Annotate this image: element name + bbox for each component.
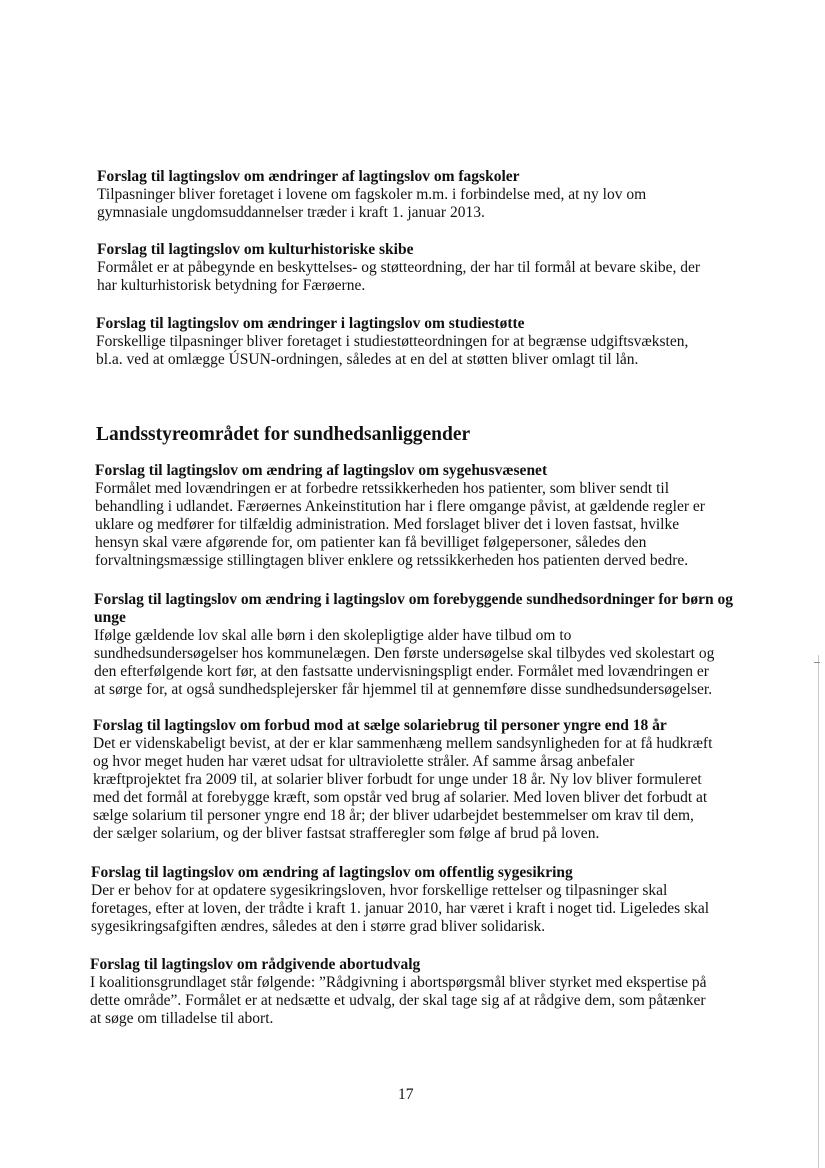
section-title: Forslag til lagtingslov om ændringer af lagtingslov om fagskoler (97, 168, 520, 185)
section-solarie-forbud (93, 717, 733, 843)
body-line: foretages, efter at loven, der trådte i kraft 1. januar 2010, har været i kraft i noget tid. Ligeledes skal (91, 900, 710, 917)
section-body (95, 480, 735, 570)
main-heading: Landsstyreområdet for sundhedsanliggender (96, 424, 471, 445)
body-line: Det er videnskabeligt bevist, at der er klar sammenhæng mellem sandsynligheden for at få hudkræft (93, 735, 713, 752)
body-line: Tilpasninger bliver foretaget i lovene om fagskoler m.m. i forbindelse med, at ny lov om (97, 186, 647, 203)
section-offentlig-sygesikring (91, 864, 731, 936)
body-line: dette område”. Formålet er at nedsætte et udvalg, der skal tage sig af at rådgive dem, som påtænker (90, 992, 706, 1009)
section-abortudvalg (90, 956, 730, 1028)
body-line: med det formål at forebygge kræft, som opstår ved brug af solarier. Med loven bliver det forbudt at (93, 789, 708, 806)
scan-edge-line (818, 655, 819, 1168)
section-title: Forslag til lagtingslov om ændringer i lagtingslov om studiestøtte (96, 315, 525, 332)
body-line: Forskellige tilpasninger bliver foretaget i studiestøtteordningen for at begrænse udgiftsvæksten, (96, 333, 689, 350)
section-title: Forslag til lagtingslov om ændring i lagtingslov om forebyggende sundhedsordninger for børn og unge (94, 591, 734, 626)
body-line: sygesikringsafgiften ændres, således at den i større grad bliver solidarisk. (91, 918, 546, 935)
page-number: 17 (398, 1086, 414, 1103)
section-body (97, 186, 737, 222)
body-line: Ifølge gældende lov skal alle børn i den skolepligtige alder have tilbud om to (94, 627, 572, 644)
body-line: at sørge for, at også sundhedsplejersker får hjemmel til at gennemføre disse sundhedsundersøgelser. (94, 681, 713, 698)
body-line: kræftprojektet fra 2009 til, at solarier bliver forbudt for unge under 18 år. Ny lov bliver formuleret (93, 771, 702, 788)
scan-edge-mark (814, 662, 820, 663)
section-title: Forslag til lagtingslov om rådgivende abortudvalg (90, 956, 421, 973)
section-title: Forslag til lagtingslov om kulturhistoriske skibe (97, 241, 414, 258)
body-line: sundhedsundersøgelser hos kommunelægen. Den første undersøgelse skal tilbydes ved skolestart og (94, 645, 715, 662)
body-line: sælge solarium til personer yngre end 18 år; der bliver udarbejdet bestemmelser om krav til dem, (93, 807, 694, 824)
section-sygehusvaesenet (95, 462, 735, 570)
section-body (93, 735, 733, 843)
body-line: I koalitionsgrundlaget står følgende: ”Rådgivning i abortspørgsmål bliver styrket med ekspertise på (90, 974, 707, 991)
body-line: uklare og medfører for tilfældig administration. Med forslaget bliver det i loven fastsat, hvilke (95, 516, 680, 533)
body-line: at søge om tilladelse til abort. (90, 1010, 274, 1027)
body-line: der sælger solarium, og der bliver fastsat strafferegler som følge af brud på loven. (93, 825, 600, 842)
section-kulturhistoriske-skibe (97, 241, 737, 295)
section-fagskoler (97, 168, 737, 222)
section-body (90, 974, 730, 1028)
body-line: har kulturhistorisk betydning for Færøerne. (97, 277, 366, 294)
body-line: den efterfølgende kort før, at den fastsatte undervisningspligt ender. Formålet med lovændringen er (94, 663, 709, 680)
body-line: hensyn skal være afgørende for, om patienter kan få bevilliget følgepersoner, således den (95, 534, 647, 551)
section-body (94, 627, 734, 699)
section-studiestotte (96, 315, 736, 369)
section-body (97, 259, 737, 295)
section-forebyggende-sundhed (94, 591, 734, 699)
body-line: Formålet er at påbegynde en beskyttelses- og støtteordning, der har til formål at bevare skibe, der (97, 259, 701, 276)
section-body (96, 333, 736, 369)
body-line: forvaltningsmæssige stillingtagen bliver enklere og retssikkerheden hos patienten derved bedre. (95, 552, 689, 569)
body-line: bl.a. ved at omlægge ÚSUN-ordningen, således at en del at støtten bliver omlagt til lån. (96, 351, 639, 368)
body-line: og hvor meget huden har været udsat for ultraviolette stråler. Af samme årsag anbefaler (93, 753, 635, 770)
section-body (91, 882, 731, 936)
body-line: gymnasiale ungdomsuddannelser træder i kraft 1. januar 2013. (97, 204, 485, 221)
body-line: Formålet med lovændringen er at forbedre retssikkerheden hos patienter, som bliver sendt til (95, 480, 670, 497)
section-title: Forslag til lagtingslov om ændring af lagtingslov om sygehusvæsenet (95, 462, 548, 479)
body-line: behandling i udlandet. Færøernes Ankeinstitution har i flere omgange påvist, at gældende regler er (95, 498, 705, 515)
section-title: Forslag til lagtingslov om ændring af lagtingslov om offentlig sygesikring (91, 864, 573, 881)
section-title: Forslag til lagtingslov om forbud mod at sælge solariebrug til personer yngre end 18 år (93, 717, 667, 734)
body-line: Der er behov for at opdatere sygesikringsloven, hvor forskellige rettelser og tilpasninger skal (91, 882, 668, 899)
